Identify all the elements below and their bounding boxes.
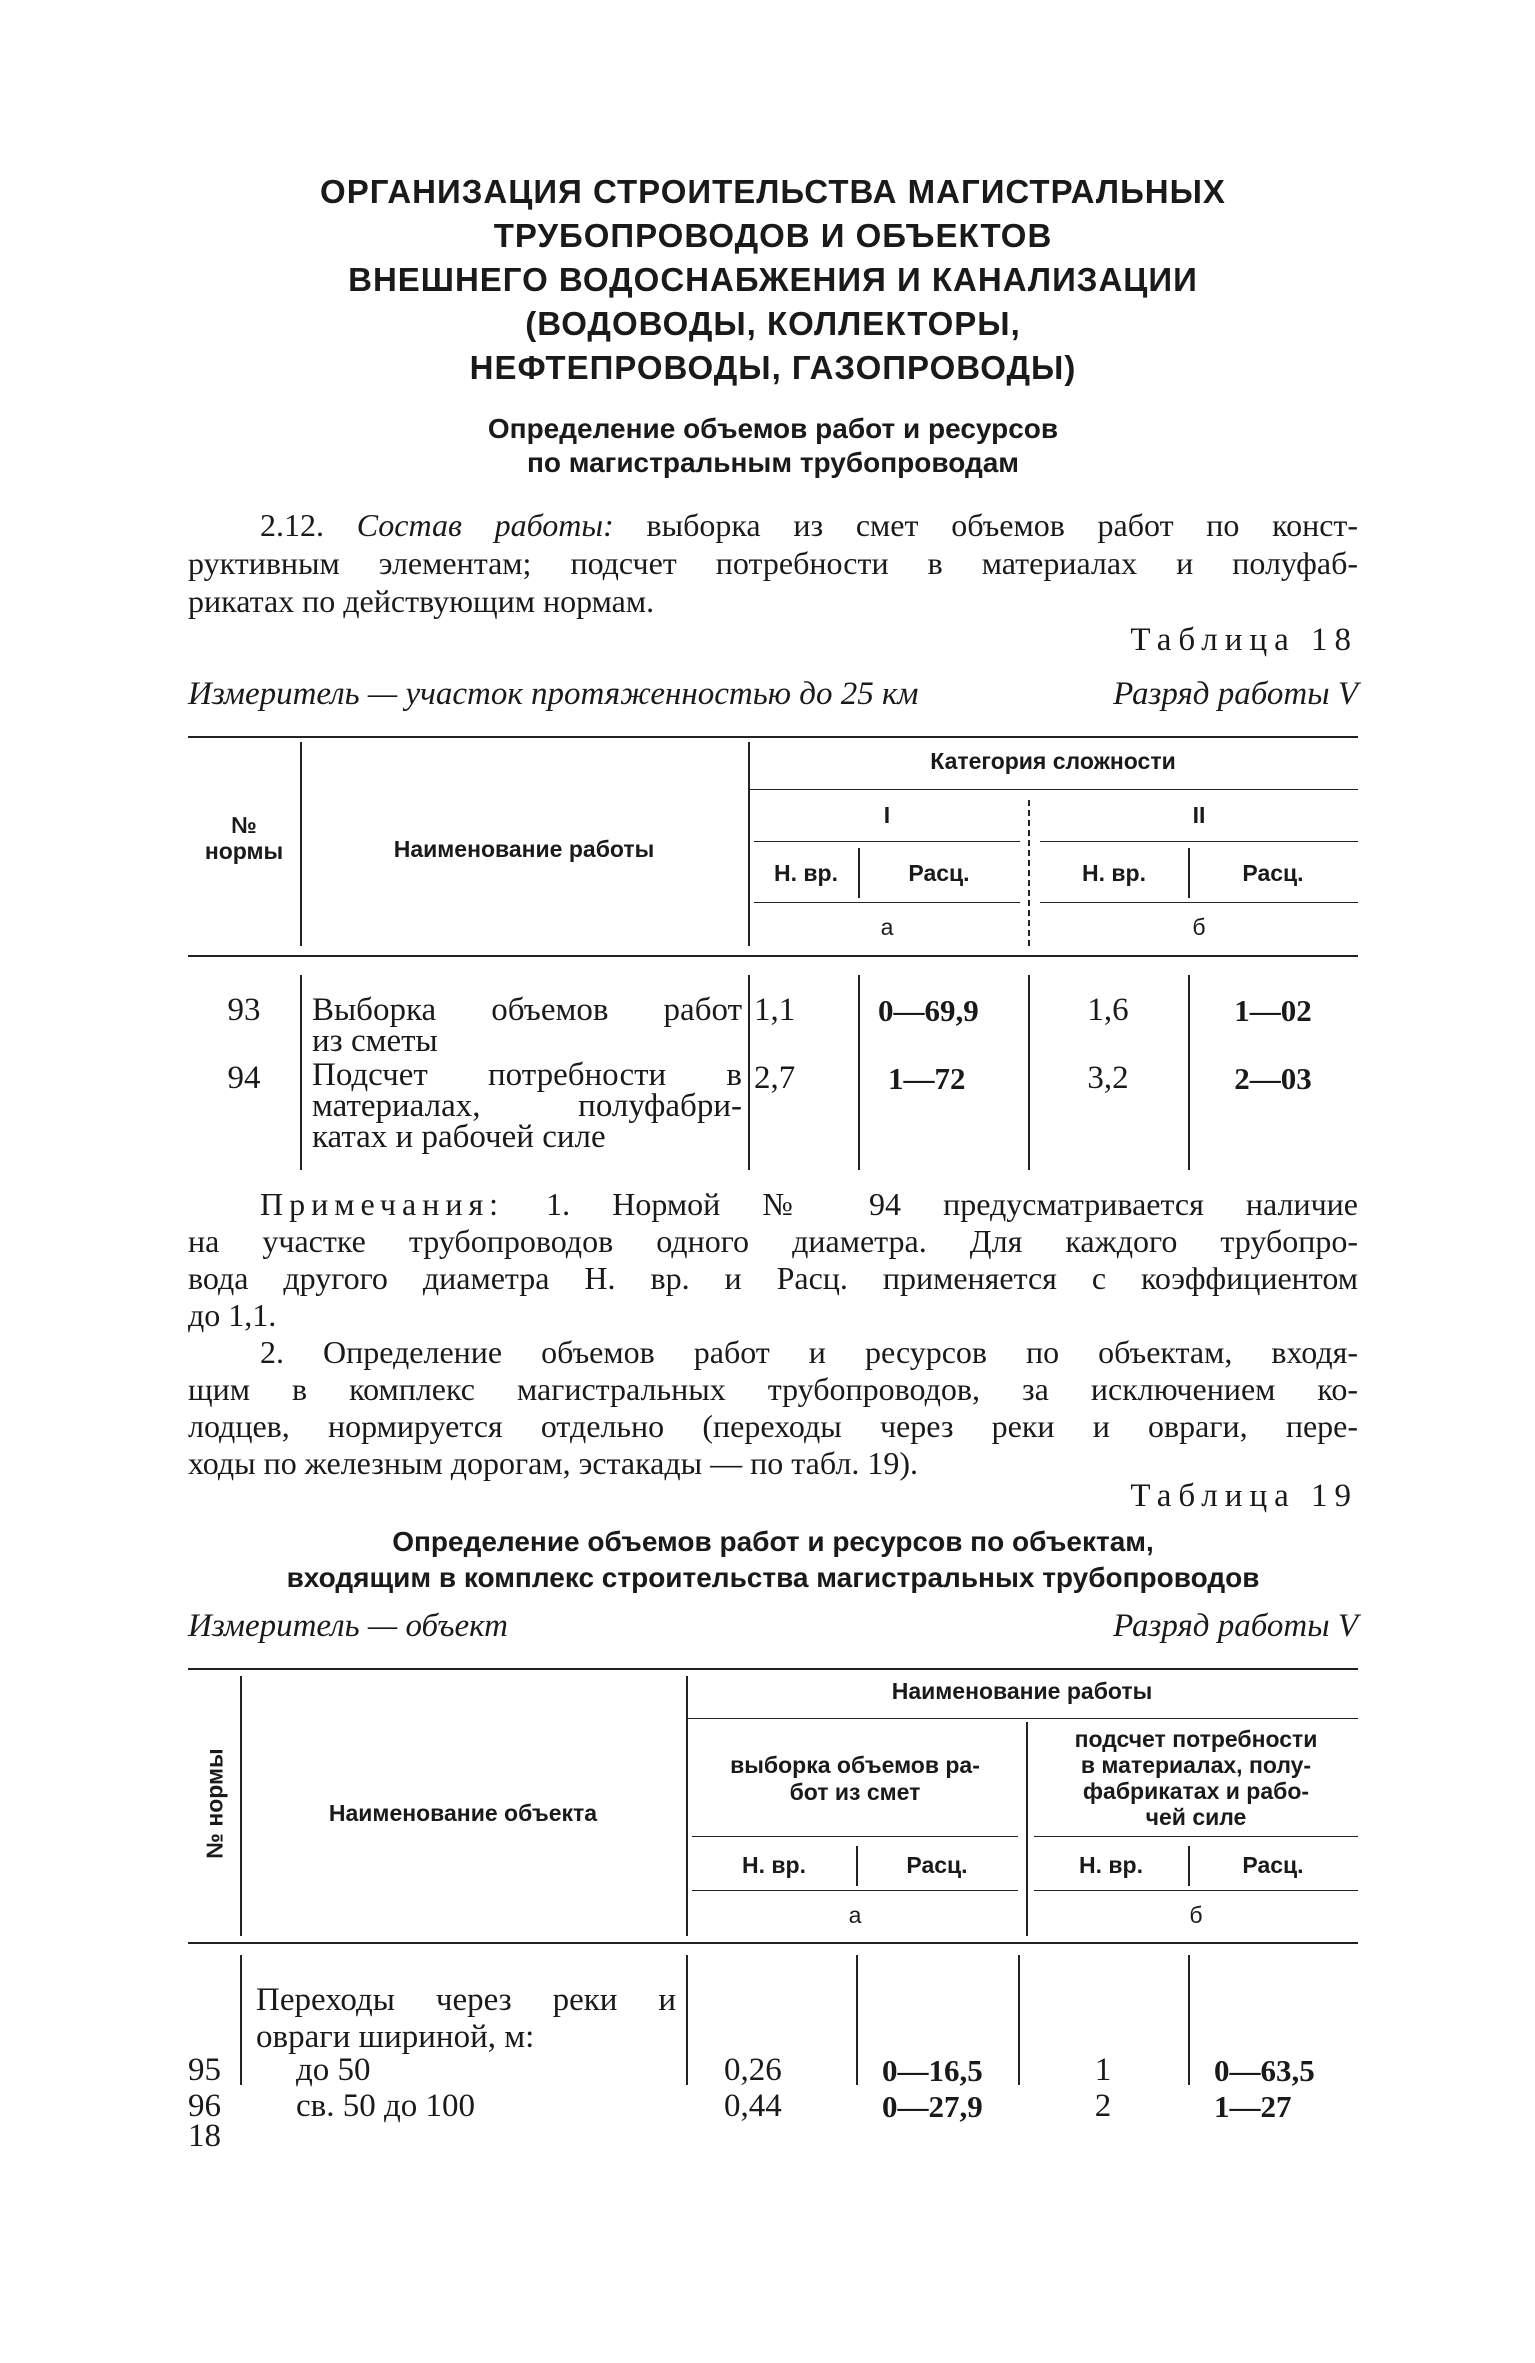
row-name: св. 50 до 100 <box>296 2088 476 2124</box>
title-line: НЕФТЕПРОВОДЫ, ГАЗОПРОВОДЫ) <box>469 349 1077 386</box>
row-number: 93 <box>227 992 261 1028</box>
row-group-name: Переходы через реки и овраги шириной, м: <box>256 1982 676 2055</box>
row-number: 94 <box>227 1060 261 1096</box>
row-nvr-2: 1,6 <box>1087 992 1129 1028</box>
row-rasc-2: 0—63,5 <box>1214 2053 1315 2088</box>
paragraph-number: 2.12. <box>260 507 324 543</box>
paragraph-text: рикатах по действующим нормам. <box>188 583 655 619</box>
row-nvr-1: 0,44 <box>724 2088 782 2124</box>
row-rasc-1: 0—16,5 <box>882 2053 983 2088</box>
row-nvr-2: 2 <box>1094 2088 1112 2124</box>
subtitle-line: по магистральным трубопроводам <box>526 447 1020 478</box>
paragraph-text: руктивным элементам; подсчет потребности в материалах и полуфаб- <box>188 545 1358 581</box>
subheader-b: б <box>1189 1902 1203 1928</box>
row-rasc-1: 0—69,9 <box>878 993 979 1028</box>
row-nvr-2: 3,2 <box>1087 1060 1129 1096</box>
row-rasc-2: 1—02 <box>1234 993 1312 1028</box>
table-19-title: Определение объемов работ и ресурсов по объектам, входящим в комплекс строительства магистральных трубопроводов <box>286 1526 1260 1593</box>
work-grade: Разряд работы V <box>1113 676 1358 712</box>
row-number: 95 <box>188 2052 221 2088</box>
column-header-name: Наименование работы <box>393 836 655 862</box>
subheader-a: а <box>880 914 894 940</box>
table-18-measure <box>188 676 1358 713</box>
title-line: ВНЕШНЕГО ВОДОСНАБЖЕНИЯ И КАНАЛИЗАЦИИ <box>348 261 1198 298</box>
row-nvr-1: 0,26 <box>724 2052 782 2088</box>
column-header-rasc: Расц. <box>1242 860 1304 886</box>
row-rasc-2: 2—03 <box>1234 1061 1312 1096</box>
column-header-nvr: Н. вр. <box>1079 1852 1143 1878</box>
page-number: 18 <box>188 2118 221 2154</box>
notes: Примечания: 1. Нормой № 94 предусматривается наличие на участке трубопроводов одного диаметра. Для каждого трубопро- вода другого диаметра Н. вр. и Расц. применяется с коэффициентом до 1,1. 2. Определение объемов работ и ресурсов по объектам, входя- щим в комплекс магистральных трубопроводов, за исключением ко- лодцев, нормируется отдельно (переходы через реки и овраги, пере- ходы по железным дорогам, эстакады — по табл. 19). <box>188 1186 1359 1481</box>
row-name: Выборка объемов работ из сметы <box>312 992 742 1059</box>
column-header-no: № нормы <box>204 812 284 864</box>
row-name: до 50 <box>296 2052 371 2088</box>
subtitle-line: Определение объемов работ и ресурсов <box>487 413 1059 444</box>
subheader-a: а <box>848 1902 862 1928</box>
category-1-header: I <box>883 802 891 828</box>
table-19-caption: Таблица 19 <box>1130 1478 1358 1514</box>
row-name: Подсчет потребности в материалах, полуфабри- катах и рабочей силе <box>312 1057 742 1155</box>
measure-unit: Измеритель — участок протяженностью до 25 км <box>188 676 919 712</box>
row-rasc-2: 1—27 <box>1214 2089 1292 2124</box>
work-2-header: подсчет потребности в материалах, полу- фабрикатах и рабо- чей силе <box>1074 1726 1318 1830</box>
table-18-caption: Таблица 18 <box>1130 622 1358 658</box>
work-grade: Разряд работы V <box>1113 1608 1358 1644</box>
column-header-nvr: Н. вр. <box>1082 860 1146 886</box>
column-header-no: № нормы <box>201 1748 228 1859</box>
column-header-rasc: Расц. <box>1242 1852 1304 1878</box>
page-title <box>188 170 1358 390</box>
table-19-measure <box>188 1608 1358 1645</box>
work-1-header: выборка объемов ра- бот из смет <box>730 1752 980 1805</box>
row-number: 96 <box>188 2088 221 2124</box>
row-nvr-1: 1,1 <box>754 992 796 1028</box>
row-rasc-1: 0—27,9 <box>882 2089 983 2124</box>
notes-label: Примечания: <box>260 1186 505 1222</box>
row-nvr-1: 2,7 <box>754 1060 796 1096</box>
row-rasc-1: 1—72 <box>888 1061 966 1096</box>
title-line: ТРУБОПРОВОДОВ И ОБЪЕКТОВ <box>493 217 1053 254</box>
group-header-complexity: Категория сложности <box>930 748 1176 774</box>
paragraph-label: Состав работы: <box>356 507 614 543</box>
column-header-rasc: Расц. <box>908 860 970 886</box>
paragraph-text: выборка из смет объемов работ по конст- <box>646 507 1359 543</box>
section-subtitle <box>188 412 1358 480</box>
paragraph-2-12 <box>188 506 1358 620</box>
column-header-nvr: Н. вр. <box>774 860 838 886</box>
subheader-b: б <box>1192 914 1206 940</box>
row-nvr-2: 1 <box>1094 2052 1112 2088</box>
category-2-header: II <box>1192 802 1206 828</box>
column-header-nvr: Н. вр. <box>742 1852 806 1878</box>
column-header-rasc: Расц. <box>906 1852 968 1878</box>
group-header-work: Наименование работы <box>891 1678 1153 1704</box>
measure-unit: Измеритель — объект <box>188 1608 508 1644</box>
title-line: (ВОДОВОДЫ, КОЛЛЕКТОРЫ, <box>525 305 1021 342</box>
column-header-name: Наименование объекта <box>328 1800 598 1826</box>
title-line: ОРГАНИЗАЦИЯ СТРОИТЕЛЬСТВА МАГИСТРАЛЬНЫХ <box>320 173 1226 210</box>
